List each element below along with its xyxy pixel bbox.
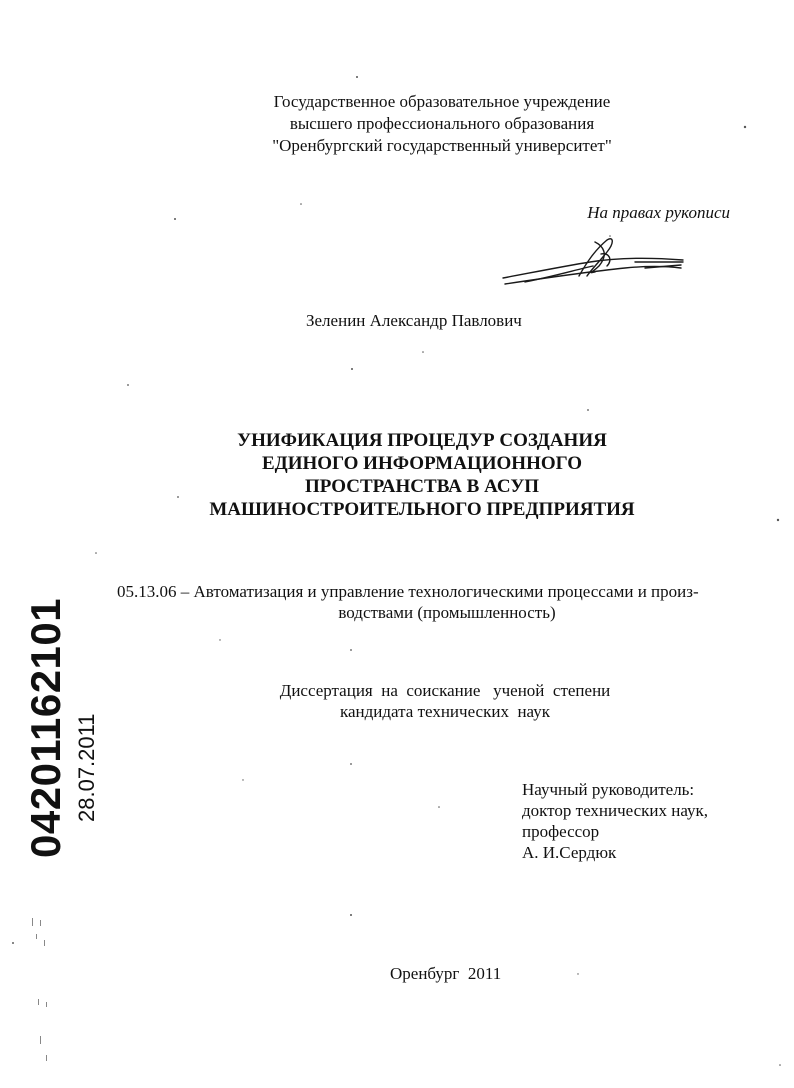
supervisor-name: А. И.Сердюк: [522, 843, 617, 862]
title-line-1: УНИФИКАЦИЯ ПРОЦЕДУР СОЗДАНИЯ: [237, 430, 607, 451]
specialty-line-2: водствами (промышленность): [338, 603, 556, 622]
supervisor-rank: профессор: [522, 822, 600, 841]
dissertation-title: [0, 429, 794, 521]
title-line-2: ЕДИНОГО ИНФОРМАЦИОННОГО: [261, 453, 583, 474]
author-name: Зеленин Александр Павлович: [306, 311, 522, 330]
manuscript-rights-note: На правах рукописи: [587, 203, 730, 222]
degree-line-1: Диссертация на соискание ученой степени: [279, 681, 611, 700]
handwritten-signature: [495, 232, 695, 294]
specialty-code: [117, 581, 731, 623]
institution-line-2: высшего профессионального образования: [289, 114, 595, 133]
supervisor-degree: доктор технических наук,: [522, 801, 709, 820]
degree-line-2: кандидата технических наук: [340, 702, 550, 721]
institution-line-1: Государственное образовательное учреждение: [273, 92, 611, 111]
supervisor-block: [522, 779, 708, 863]
institution-header: [0, 91, 794, 157]
stamp-date: 28.07.2011: [74, 713, 99, 822]
supervisor-role: Научный руководитель:: [522, 780, 695, 799]
title-line-3: ПРОСТРАНСТВА В АСУП: [304, 476, 540, 497]
stamp-code: 04201162101: [22, 597, 69, 858]
institution-line-3: "Оренбургский государственный университет": [272, 136, 612, 155]
specialty-line-1: 05.13.06 – Автоматизация и управление технологическими процессами и произ-: [117, 582, 699, 601]
city-year: Оренбург 2011: [390, 964, 502, 983]
degree-statement: [0, 680, 794, 722]
library-stamp: [22, 597, 102, 1088]
title-line-4: МАШИНОСТРОИТЕЛЬНОГО ПРЕДПРИЯТИЯ: [209, 499, 635, 520]
